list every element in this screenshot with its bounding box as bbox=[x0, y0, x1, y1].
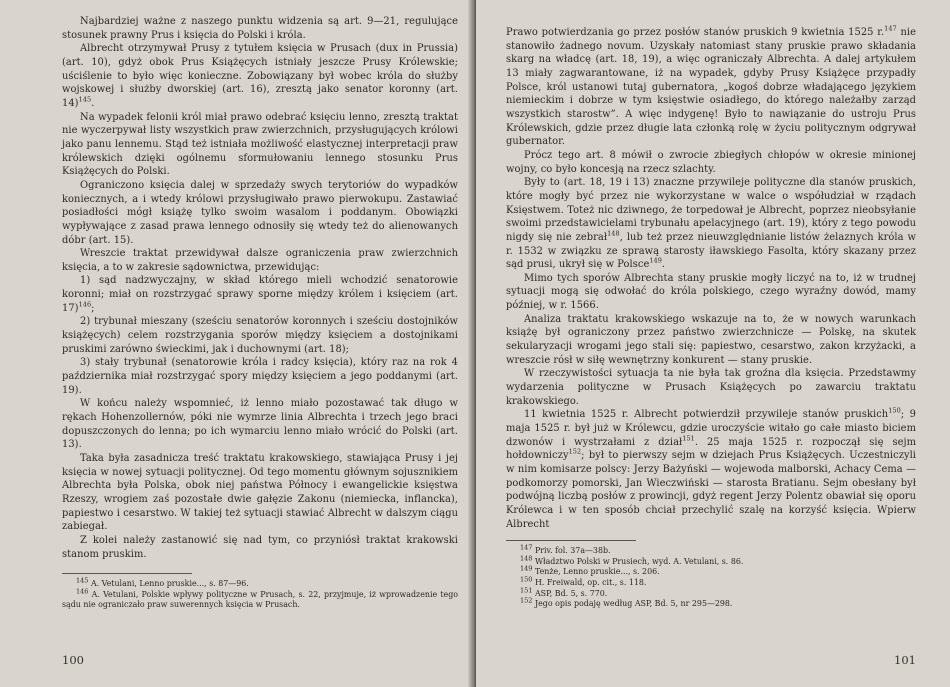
footnote bbox=[62, 576, 458, 590]
paragraph bbox=[506, 149, 916, 176]
footnote-text: A. Vetulani, Lenno pruskie..., s. 87—96. bbox=[90, 579, 249, 589]
paragraph-text: . 25 maja 1525 r. rozpoczął się sejm hołdowniczy bbox=[506, 436, 916, 462]
right-page-footnotes bbox=[506, 543, 916, 610]
paragraph bbox=[506, 408, 916, 531]
paragraph-text: 1) sąd nadzwyczajny, w skład którego mieli wchodzić senatorowie koronni; miał on rozstrzygać sprawy sporne między królem i księciem (art. 17) bbox=[62, 275, 458, 314]
page-number: 100 bbox=[62, 653, 84, 667]
footnote bbox=[506, 586, 916, 600]
left-page-footnotes bbox=[62, 576, 458, 611]
paragraph-text: Taka była zasadnicza treść traktatu krakowskiego, stawiająca Prusy i jej księcia w nowej sytuacji politycznej. Od tego momentu głównym sojusznikiem Albrechta była Polska, obok niej państwa Północy i ewangelickie księstwa Rzeszy, wrogiem zaś pozostałe dwie gałęzie Zakonu (niemiecka, inflancka), papiestwo i cesarstwo. W takiej też sytuacji stawiać Albrecht w dalszym ciągu zabiegał. bbox=[62, 453, 458, 533]
footnote-ref: 146 bbox=[78, 300, 92, 309]
footnote bbox=[506, 554, 916, 568]
paragraph bbox=[62, 452, 458, 534]
paragraph bbox=[62, 179, 458, 247]
paragraph-text: nie stanowiło żadnego novum. Uzyskały natomiast stany pruskie prawo składania skarg na władcę (art. 18, 19), a więc ograniczały Albrechta. A dalej artykułem 13 miały zagwarantowane, iż na wypadek, gdyby Prusy Książęce przypadły Polsce, król ustanowi tutaj gubernatora, „kogoś dobrze władającego językiem niemieckim i dobrze w tym księstwie osiadłego, do którego należałby zarząd wszystkich starostw”. A więc indygenę! Było to nawiązanie do ustroju Prus Królewskich, gdzie przez długie lata członką rolę w życiu politycznym odgrywał gubernator. bbox=[506, 27, 916, 148]
left-page-body bbox=[62, 15, 458, 561]
footnote-number: 145 bbox=[76, 576, 89, 585]
paragraph-text: Prócz tego art. 8 mówił o zwrocie zbiegłych chłopów w okresie minionej wojny, co było koncesją na rzecz szlachty. bbox=[506, 149, 916, 175]
paragraph bbox=[506, 313, 916, 368]
footnote bbox=[506, 564, 916, 578]
paragraph-text: ; 9 maja 1525 r. był już w Królewcu, gdzie uroczyście witało go całe miasto biciem dzwonów i wystrzałami z dział bbox=[506, 409, 916, 448]
paragraph-text: Analiza traktatu krakowskiego wskazuje na to, że w nowych warunkach książę był ograniczony przez państwo zwierzchnicze — Polskę, na skutek sekularyzacji wrogami jego stali się: papiestwo, cesarstwo, zakon krzyżacki, a wreszcie rósł w siłę wewnętrzny konkurent — stany pruskie. bbox=[506, 313, 916, 366]
footnote-rule bbox=[62, 573, 192, 574]
paragraph-text: . bbox=[91, 97, 95, 109]
footnote-ref: 152 bbox=[568, 448, 582, 457]
footnote-number: 149 bbox=[520, 564, 533, 573]
paragraph-text: Wreszcie traktat przewidywał dalsze ograniczenia praw zwierzchnich księcia, a to w zakresie sądownictwa, przewidując: bbox=[62, 248, 458, 273]
paragraph-text: 11 kwietnia 1525 r. Albrecht potwierdził przywileje stanów pruskich bbox=[524, 409, 889, 421]
footnote-ref: 150 bbox=[888, 407, 901, 416]
paragraph-text: Albrecht otrzymywał Prusy z tytułem księcia w Prusach (dux in Prussia) (art. 10), gdyż obok Prus Książęcych istniały jeszcze Prusy Królewskie; uściślenie to było więc konieczne. Zobowiązany był wobec króla do służby wojskowej i służby dworskiej (art. 16), zresztą jako senator koronny (art. 14) bbox=[62, 43, 458, 109]
footnote-text: Tenże, Lenno pruskie..., s. 206. bbox=[534, 567, 660, 577]
paragraph bbox=[62, 397, 458, 452]
right-page bbox=[476, 0, 950, 687]
paragraph-text: 2) trybunał mieszany (sześciu senatorów koronnych i sześciu dostojników książęcych) celem rozstrzygania sporów między księciem a dostojnikami pruskimi zarówno świeckimi, jak i duchownymi (art. 18); bbox=[62, 316, 458, 355]
right-page-body bbox=[506, 26, 916, 531]
paragraph bbox=[62, 111, 458, 179]
paragraph bbox=[62, 15, 458, 42]
footnote-ref: 149 bbox=[649, 256, 662, 265]
paragraph bbox=[62, 534, 458, 561]
paragraph-text: 3) stały trybunał (senatorowie króla i radcy księcia), który raz na rok 4 października miał rozstrzygać spory między księciem a jego poddanymi (art. 19). bbox=[62, 357, 458, 396]
paragraph-text: Mimo tych sporów Albrechta stany pruskie mogły liczyć na to, iż w trudnej sytuacji mogą się odwołać do króla polskiego, czego wyraźny dowód, mamy później, w r. 1566. bbox=[506, 272, 916, 312]
footnote-number: 152 bbox=[520, 596, 533, 605]
footnote-ref: 148 bbox=[607, 229, 620, 238]
paragraph-text: , lub też przez nieuwzględnianie listów żelaznych króla w r. 1532 w związku ze sprawą starosty iławskiego Fasolta, który skazany przez sąd prusi, ukrył się w Polsce bbox=[506, 231, 916, 271]
paragraph bbox=[62, 356, 458, 397]
footnote bbox=[506, 575, 916, 589]
paragraph-text: ; bbox=[91, 302, 95, 314]
paragraph-text: ; był to pierwszy sejm w dziejach Prus Książęcych. Uczestniczyli w nim komisarze polscy: Jerzy Bażyński — wojewoda malborski, Achacy Cema — podkomorzy pomorski, Jan Wieczwiński — starosta Bratianu. Sejm obesłany był podwójną liczbą posłów z prowincji, gdyż regent Jerzy Polentz obawiał się oporu Królewca i w ten sposób chciał przechylić szalę na korzyść księcia. Wpierw Albrecht bbox=[506, 450, 916, 530]
paragraph-text: . bbox=[661, 259, 666, 271]
paragraph bbox=[506, 176, 916, 272]
footnote-number: 150 bbox=[520, 575, 533, 584]
footnote bbox=[62, 587, 458, 611]
footnote-ref: 147 bbox=[884, 24, 897, 33]
paragraph bbox=[62, 315, 458, 356]
paragraph-text: Najbardziej ważne z naszego punktu widzenia są art. 9—21, regulujące stosunek prawny Prus i księcia do Polski i króla. bbox=[62, 16, 458, 41]
footnote-ref: 145 bbox=[78, 95, 92, 104]
footnote bbox=[506, 596, 916, 610]
left-page bbox=[0, 0, 474, 687]
paragraph bbox=[506, 367, 916, 408]
paragraph bbox=[506, 26, 916, 149]
footnote-text: Władztwo Polski w Prusiech, wyd. A. Vetulani, s. 86. bbox=[534, 556, 744, 566]
footnote-text: Jego opis podaję według ASP, Bd. 5, nr 295—298. bbox=[534, 599, 733, 609]
page-number: 101 bbox=[894, 653, 916, 667]
footnote-number: 151 bbox=[520, 586, 533, 595]
paragraph-text: Na wypadek felonii król miał prawo odebrać księciu lenno, zresztą traktat nie wyczerpywał listy wszystkich praw zwierzchnich, przysługujących królowi jako panu lennemu. Stąd też istniała możliwość elastycznej interpretacji praw królewskich dzięki ogólnemu sformułowaniu lennego stosunku Prus Książęcych do Polski. bbox=[62, 111, 458, 178]
paragraph bbox=[62, 247, 458, 274]
paragraph bbox=[62, 42, 458, 110]
paragraph-text: Prawo potwierdzania go przez posłów stanów pruskich 9 kwietnia 1525 r. bbox=[506, 27, 885, 38]
footnote-rule bbox=[506, 540, 636, 541]
paragraph-text: Ograniczono księcia dalej w sprzedaży swych terytoriów do wypadków koniecznych, a i wtedy królowi przysługiwało prawo pierwokupu. Zastawiać posiadłości mógł książę tylko swoim wasalom i poddanym. Obowiązki wypływające z zasad prawa lennego odnosiły się wtedy też do alienowanych dóbr (art. 15). bbox=[62, 179, 458, 246]
footnote-number: 146 bbox=[76, 587, 89, 596]
footnote-text: Priv. fol. 37a—38b. bbox=[534, 546, 611, 556]
footnote-number: 147 bbox=[520, 543, 533, 552]
paragraph-text: Z kolei należy zastanowić się nad tym, co przyniósł traktat krakowski stanom pruskim. bbox=[62, 534, 458, 560]
paragraph-text: W rzeczywistości sytuacja ta nie była tak groźna dla księcia. Przedstawmy wydarzenia polityczne w Prusach Książęcych po zawarciu traktatu krakowskiego. bbox=[506, 368, 916, 407]
paragraph-text: W końcu należy wspomnieć, iż lenno miało pozostawać tak długo w rękach Hohenzollernów, póki nie wymrze linia Albrechta i trzech jego braci dopuszczonych do lenna; po ich wymarciu lenno miało wrócić do Polski (art. 13). bbox=[62, 398, 458, 451]
footnote-text: ASP, Bd. 5, s. 770. bbox=[534, 588, 608, 598]
footnote bbox=[506, 543, 916, 557]
paragraph-text: Były to (art. 18, 19 i 13) znaczne przywileje polityczne dla stanów pruskich, które mogły być przez nie wykorzystane w walce o współudział w rządach Księstwem. Toteż nic dziwnego, że torpedował je Albrecht, poprzez nieobsyłanie swoimi przedstawicielami trybunału apelacyjnego (art. 19), który z tego powodu nigdy się nie zebrał bbox=[506, 177, 916, 243]
footnote-text: H. Freiwald, op. cit., s. 118. bbox=[534, 578, 647, 588]
footnote-number: 148 bbox=[520, 554, 533, 563]
footnote-ref: 151 bbox=[682, 434, 695, 443]
footnote-text: A. Vetulani, Polskie wpływy polityczne w Prusach, s. 22, przyjmuje, iż wprowadzenie tego sądu nie ograniczało praw suwerennych księcia w Prusach. bbox=[62, 589, 458, 610]
paragraph bbox=[506, 272, 916, 313]
paragraph bbox=[62, 274, 458, 315]
